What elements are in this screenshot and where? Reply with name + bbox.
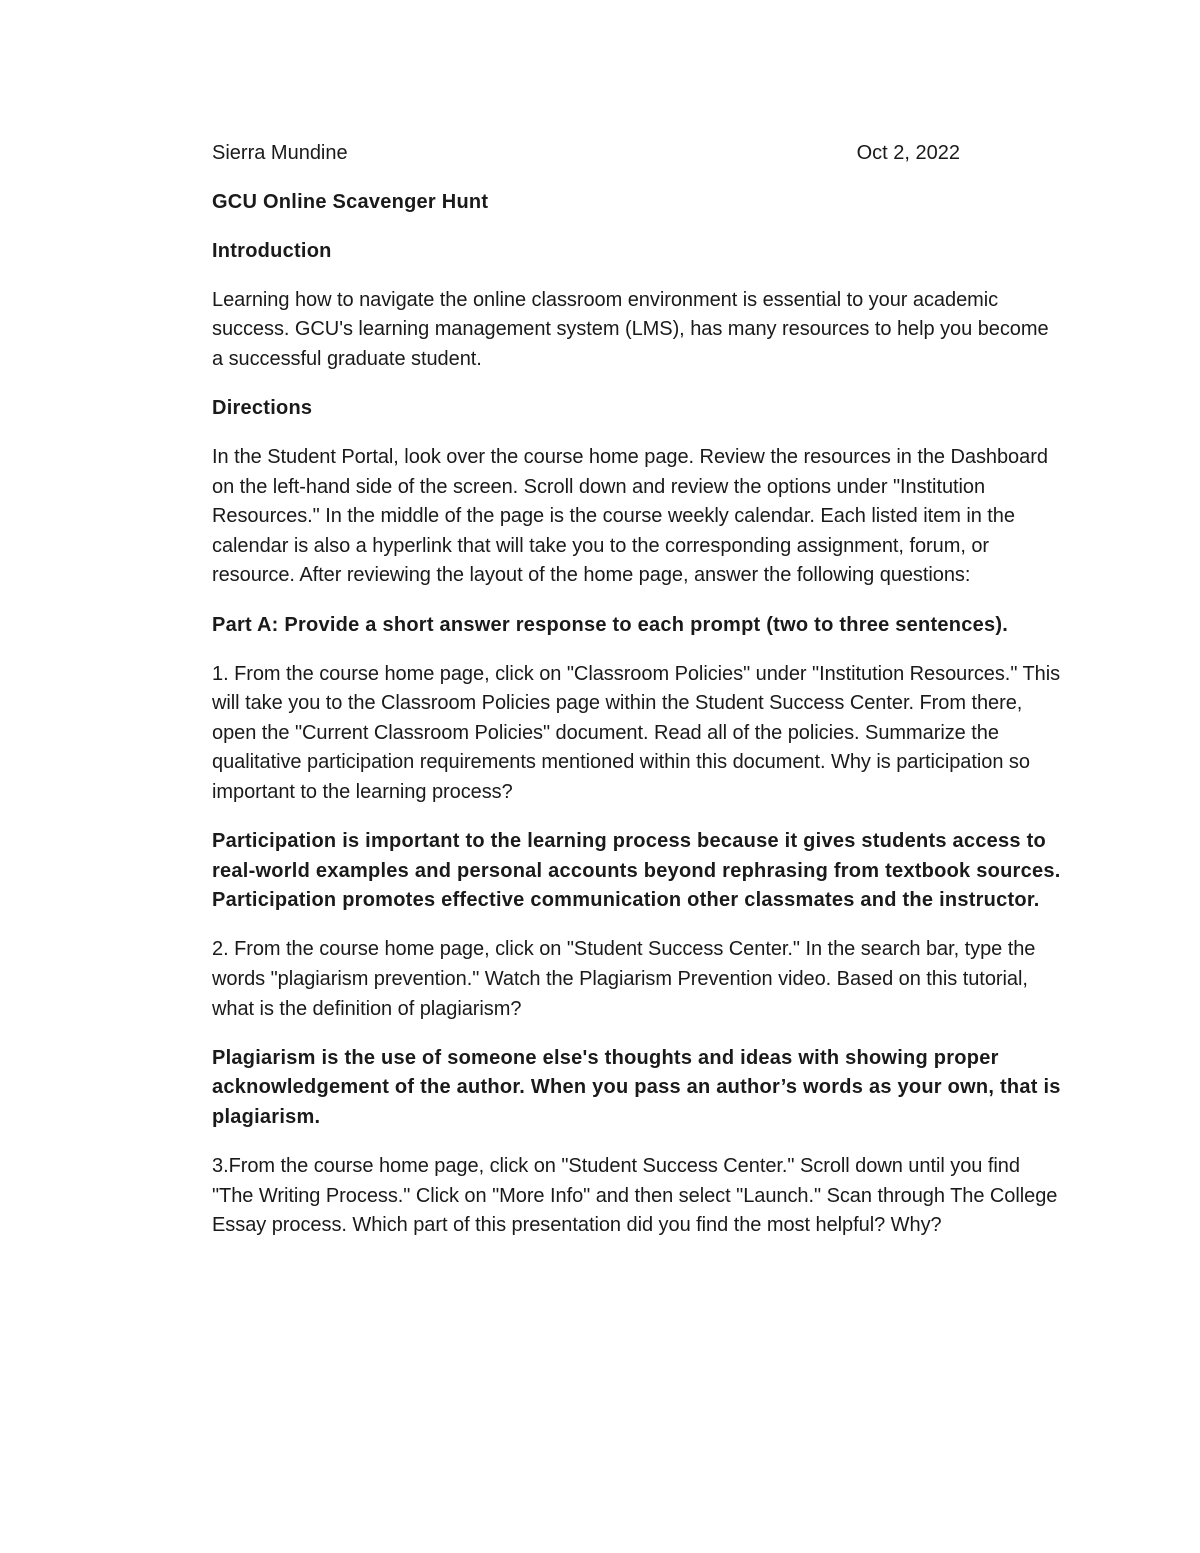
question-2-answer: Plagiarism is the use of someone else's thoughts and ideas with showing proper acknowledgement of the author. When you pass an author’s words as your own, that is plagiarism. bbox=[212, 1046, 1061, 1128]
document-date: Oct 2, 2022 bbox=[856, 142, 960, 164]
question-1-prompt: 1. From the course home page, click on "Classroom Policies" under "Institution Resources." This will take you to the Classroom Policies page within the Student Success Center. From there, open the "Current Classroom Policies" document. Read all of the policies. Summarize the qualitative participation requirements mentioned within this document. Why is participation so important to the learning process? bbox=[212, 662, 1061, 803]
question-1-answer: Participation is important to the learning process because it gives students access to real-world examples and personal accounts beyond rephrasing from textbook sources. Participation promotes effective communication other classmates and the instructor. bbox=[212, 830, 1061, 912]
question-2-prompt: 2. From the course home page, click on "Student Success Center." In the search bar, type the words "plagiarism prevention." Watch the Plagiarism Prevention video. Based on this tutorial, what is the definition of plagiarism? bbox=[212, 938, 1036, 1020]
document-page bbox=[212, 138, 1062, 1241]
introduction-heading: Introduction bbox=[212, 239, 332, 262]
directions-text: In the Student Portal, look over the course home page. Review the resources in the Dashboard on the left-hand side of the screen. Scroll down and review the options under "Institution Resources." In the middle of the page is the course weekly calendar. Each listed item in the calendar is also a hyperlink that will take you to the corresponding assignment, forum, or resource. After reviewing the layout of the home page, answer the following questions: bbox=[212, 446, 1048, 587]
document-header bbox=[212, 138, 960, 168]
author-name: Sierra Mundine bbox=[212, 142, 348, 164]
directions-heading: Directions bbox=[212, 396, 313, 419]
part-a-heading: Part A: Provide a short answer response to each prompt (two to three sentences). bbox=[212, 613, 1009, 636]
introduction-text: Learning how to navigate the online classroom environment is essential to your academic success. GCU's learning management system (LMS), has many resources to help you become a successful graduate student. bbox=[212, 288, 1049, 370]
document-title: GCU Online Scavenger Hunt bbox=[212, 190, 489, 213]
question-3-prompt: 3.From the course home page, click on "Student Success Center." Scroll down until you find "The Writing Process." Click on "More Info" and then select "Launch." Scan through The College Essay process. Which part of this presentation did you find the most helpful? Why? bbox=[212, 1154, 1058, 1237]
